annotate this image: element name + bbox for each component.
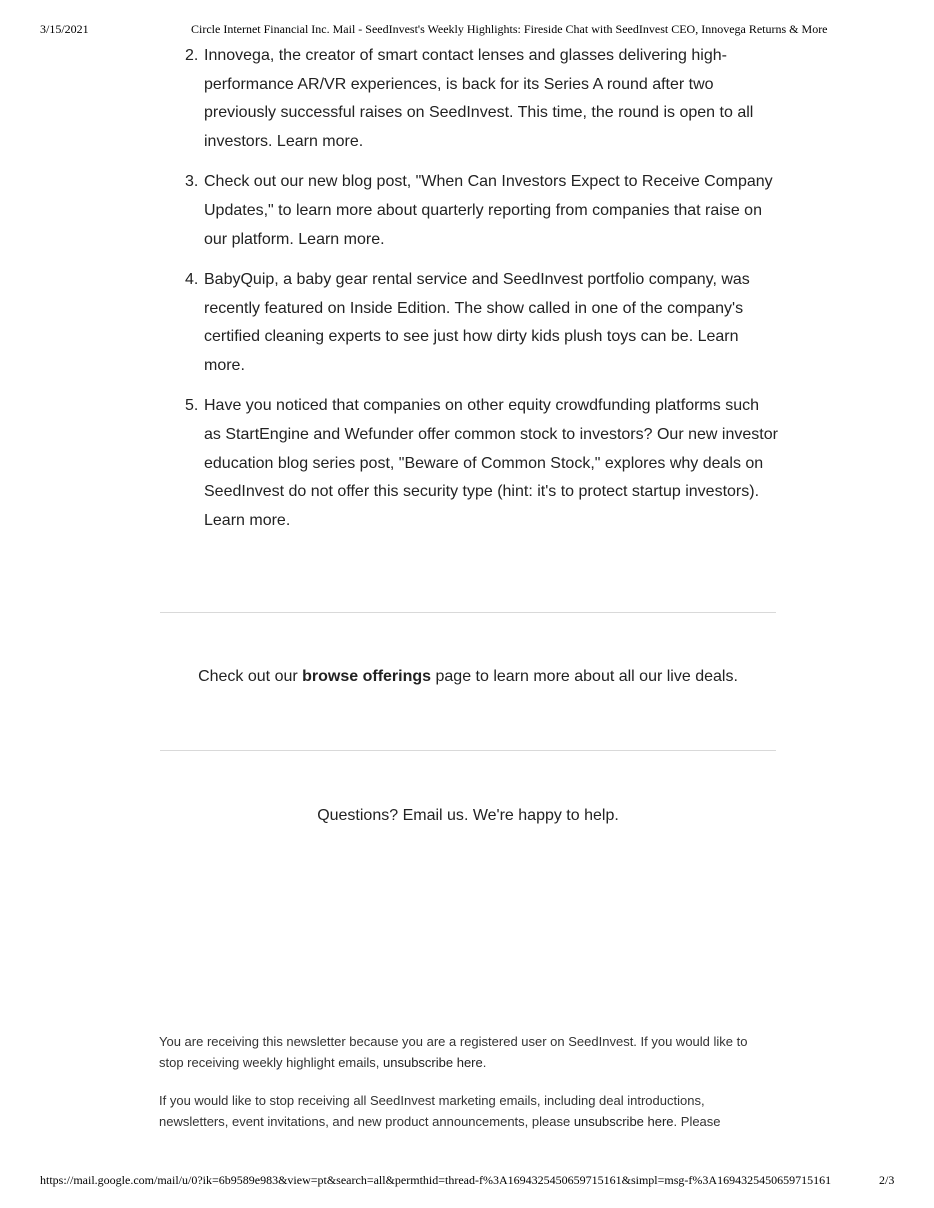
unsubscribe-highlights-link[interactable]: unsubscribe here (383, 1055, 483, 1070)
newsletter-notice-text: You are receiving this newsletter because you are a registered user on SeedInvest. If you would like to stop receiving weekly highlight emails, (159, 1034, 748, 1070)
print-page-number: 2/3 (879, 1173, 895, 1187)
highlights-list (160, 42, 780, 547)
browse-suffix: page to learn more about all our live deals. (431, 668, 738, 685)
browse-offerings-text (160, 668, 776, 686)
list-item-number: 5. (185, 397, 199, 415)
list-item (160, 266, 780, 381)
list-item-number: 2. (185, 47, 199, 64)
learn-more-link[interactable]: Learn more. (204, 328, 739, 375)
browse-prefix: Check out our (198, 668, 303, 685)
unsubscribe-all-link[interactable]: unsubscribe here (573, 1114, 674, 1129)
list-item-text: Innovega, the creator of smart contact lenses and glasses delivering high-performance AR/VR experiences, is back for its Series A round after two previously successful raises on SeedInvest. This time, the round is open to all investors. (204, 47, 754, 151)
list-item-text: Check out our new blog post, "When Can Investors Expect to Receive Company Updates," to learn more about quarterly reporting from companies that raise on our platform. (204, 173, 773, 248)
list-item (160, 392, 780, 536)
learn-more-link[interactable]: Learn more. (298, 230, 385, 248)
list-item (160, 168, 780, 254)
section-divider (160, 750, 776, 751)
print-date: 3/15/2021 (40, 22, 89, 36)
marketing-notice-text: If you would like to stop receiving all SeedInvest marketing emails, including deal introductions, newsletters, event invitations, and new product announcements, please (159, 1093, 705, 1129)
list-item-text: Have you noticed that companies on other equity crowdfunding platforms such as StartEngine and Wefunder offer common stock to investors? Our new investor education blog series post, "Beware of Common Stock," explores why deals on SeedInvest do not offer this security type (hint: it's to protect startup investors). (204, 397, 778, 501)
list-item-number: 3. (185, 173, 199, 191)
learn-more-link[interactable]: Learn more. (276, 133, 364, 151)
list-item-text: BabyQuip, a baby gear rental service and SeedInvest portfolio company, was recently featured on Inside Edition. The show called in one of the company's certified cleaning experts to see just how dirty kids plush toys can be. (204, 270, 750, 346)
questions-prefix: Questions? (317, 807, 403, 824)
newsletter-notice-end: . (482, 1055, 487, 1070)
marketing-notice-end: . Please (673, 1114, 721, 1129)
browse-offerings-link[interactable]: browse offerings (302, 668, 432, 685)
questions-suffix: . We're happy to help. (463, 807, 619, 824)
marketing-notice (159, 1090, 775, 1132)
questions-text (160, 807, 776, 825)
list-item (160, 42, 780, 157)
learn-more-link[interactable]: Learn more. (204, 512, 291, 530)
section-divider (160, 612, 776, 613)
newsletter-notice (159, 1031, 775, 1073)
email-us-link[interactable]: Email us (402, 807, 464, 824)
list-item-number: 4. (185, 270, 199, 288)
print-url: https://mail.google.com/mail/u/0?ik=6b9589e983&view=pt&search=all&permthid=thread-f%3A1694325450659715161&simpl=msg-f%3A1694325450659715161 (40, 1173, 832, 1187)
print-page-title: Circle Internet Financial Inc. Mail - SeedInvest's Weekly Highlights: Fireside Chat with SeedInvest CEO, Innovega Returns & More (191, 22, 828, 36)
